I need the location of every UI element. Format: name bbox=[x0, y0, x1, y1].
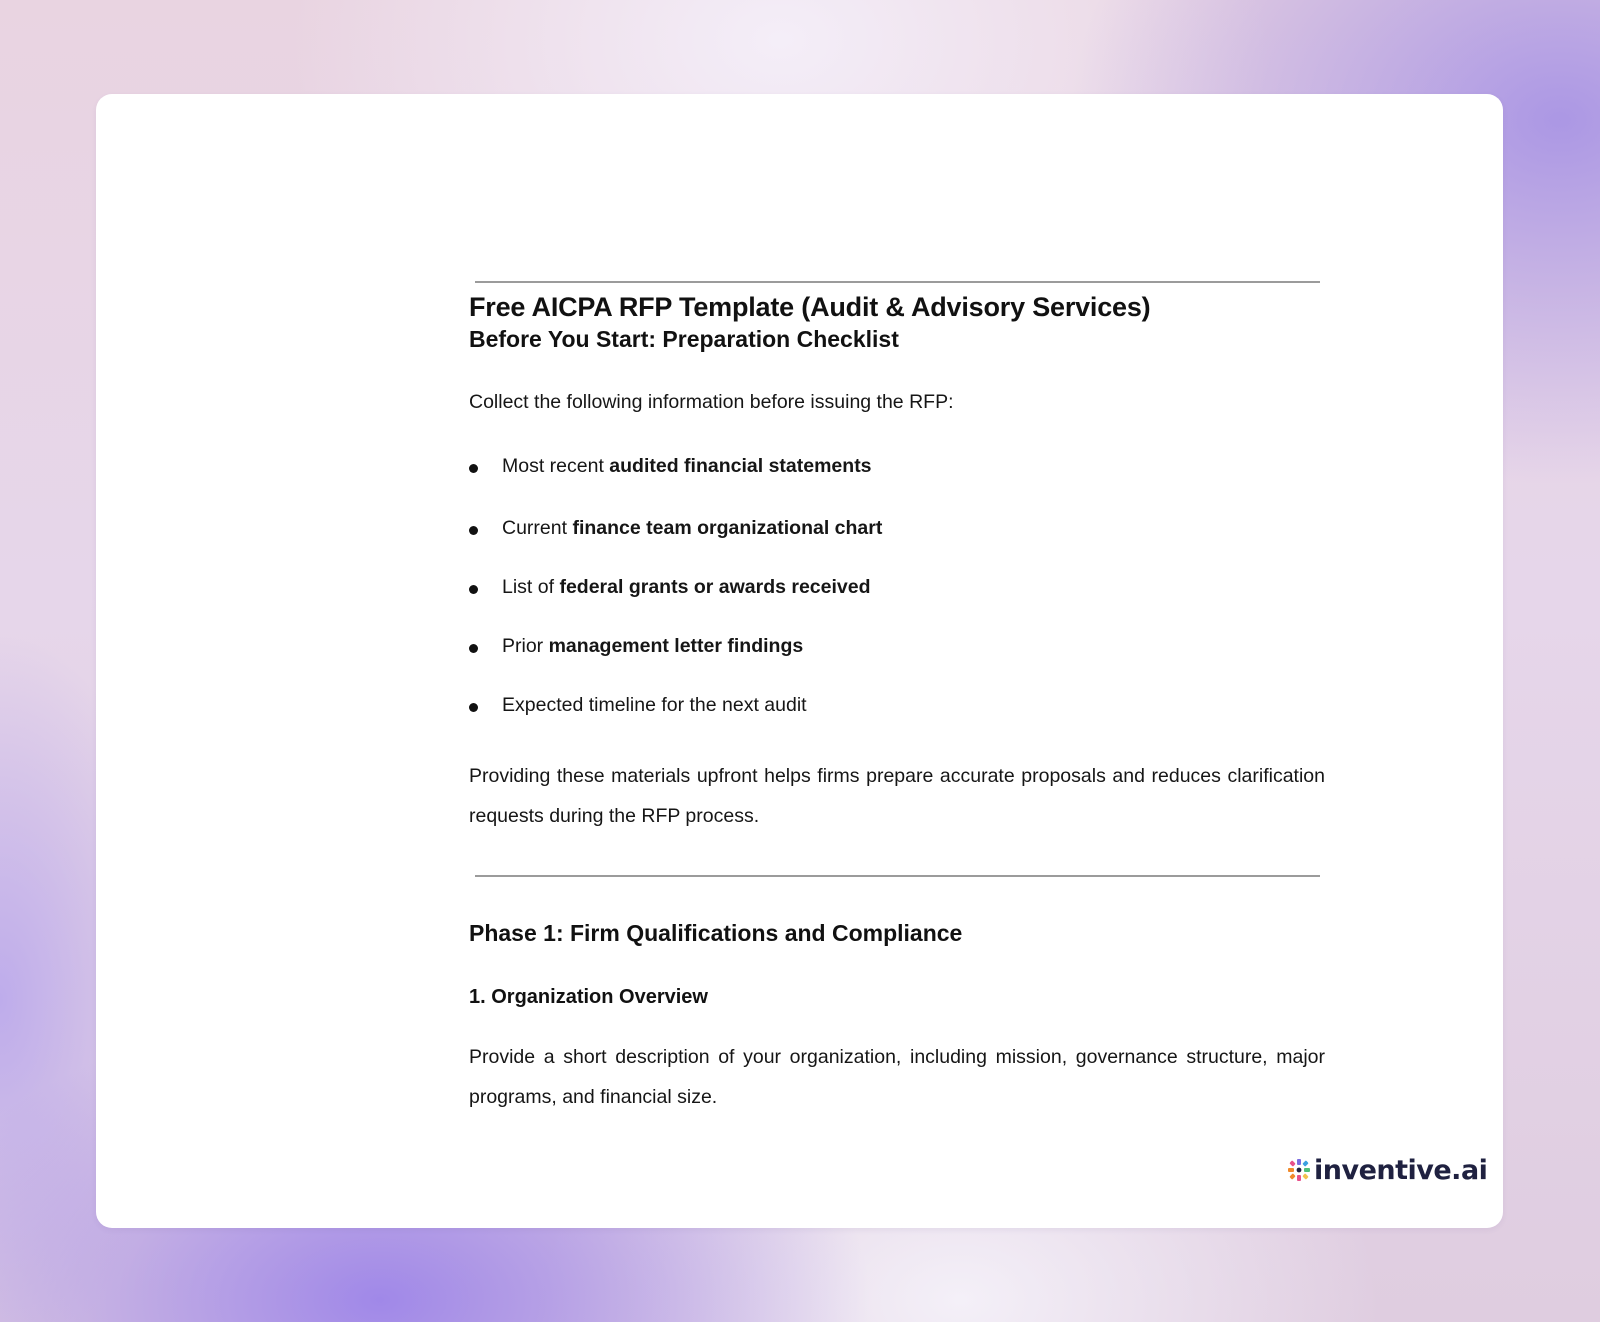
subsection-heading-organization-overview: 1. Organization Overview bbox=[469, 986, 708, 1008]
bullet-icon bbox=[469, 585, 478, 594]
bullet-icon bbox=[469, 526, 478, 535]
section-heading-phase-1: Phase 1: Firm Qualifications and Compliance bbox=[469, 920, 963, 946]
logo-text: inventive.ai bbox=[1314, 1154, 1488, 1186]
organization-overview-body: Provide a short description of your organization, including mission, governance structure, major programs, and financial size. bbox=[469, 1046, 1325, 1108]
divider bbox=[475, 875, 1320, 877]
bullet-icon bbox=[469, 644, 478, 653]
inventive-logo bbox=[1287, 1155, 1487, 1185]
checklist-intro: Collect the following information before issuing the RFP: bbox=[469, 391, 954, 413]
document-card: Free AICPA RFP Template (Audit & Advisory Services) Before You Start: Preparation Checklist Collect the following information before issuing the RFP: Most recent audited financial statements Current finance team organizational chart List of federal grants or awards received Prior management letter findings Expected timeline for the next audit Providing these materials upfront helps firms prepare accurate proposals and reduces clarification requests during the RFP process. Phase 1: Firm Qualifications and Compliance 1. Organization Overview Provide a short description of your organization, including mission, governance structure, major programs, and financial size. bbox=[96, 94, 1503, 1228]
section-heading-preparation: Before You Start: Preparation Checklist bbox=[469, 326, 899, 352]
checklist-closing-paragraph: Providing these materials upfront helps firms prepare accurate proposals and reduces clarification requests during the RFP process. bbox=[469, 765, 1325, 827]
document-title: Free AICPA RFP Template (Audit & Advisory Services) bbox=[469, 292, 1151, 322]
divider bbox=[475, 281, 1320, 283]
bullet-icon bbox=[469, 703, 478, 712]
inventive-logo-mark-icon bbox=[1287, 1158, 1311, 1182]
bullet-icon bbox=[469, 464, 478, 473]
